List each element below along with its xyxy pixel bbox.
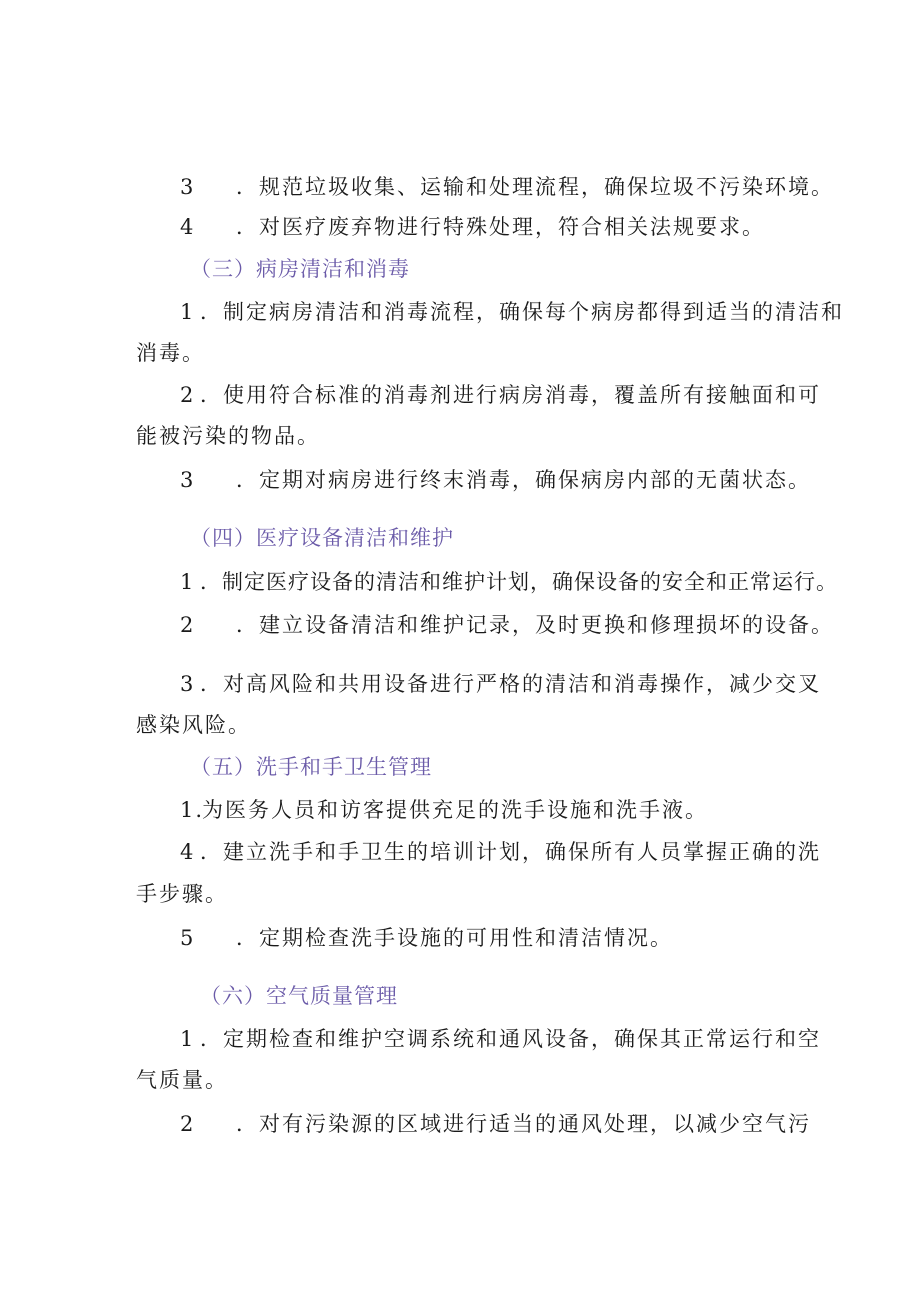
item-text: ．对高风险和共用设备进行严格的清洁和消毒操作，减少交叉 <box>200 672 821 696</box>
item-number: 1. <box>180 798 205 822</box>
item-text: ．定期检查洗手设施的可用性和清洁情况。 <box>236 926 673 950</box>
item-number: 2 <box>180 383 196 407</box>
item-number: 3 <box>180 672 196 696</box>
list-item <box>180 612 834 638</box>
item-number: 1 <box>180 300 196 324</box>
item-text: ．建立洗手和手卫生的培训计划，确保所有人员掌握正确的洗 <box>200 840 821 864</box>
item-number: 1 <box>180 570 195 594</box>
list-item <box>180 839 821 865</box>
item-text: ．制定医疗设备的清洁和维护计划，确保设备的安全和正常运行。 <box>200 570 838 594</box>
item-continuation: 手步骤。 <box>136 882 228 906</box>
item-number: 3 <box>180 468 196 492</box>
item-text: ．定期对病房进行终末消毒，确保病房内部的无菌状态。 <box>236 468 811 492</box>
list-item <box>180 1026 821 1052</box>
item-number: 4 <box>180 840 196 864</box>
section-heading: （五）洗手和手卫生管理 <box>190 755 432 779</box>
list-item <box>180 299 844 325</box>
list-item <box>180 174 834 200</box>
item-number: 2 <box>180 1112 196 1136</box>
list-item <box>180 1111 811 1137</box>
item-text: ．规范垃圾收集、运输和处理流程，确保垃圾不污染环境。 <box>236 175 834 199</box>
item-text: ．定期检查和维护空调系统和通风设备，确保其正常运行和空 <box>200 1027 821 1051</box>
item-continuation: 能被污染的物品。 <box>136 424 320 448</box>
list-item <box>180 671 821 697</box>
item-text: ．对有污染源的区域进行适当的通风处理，以减少空气污 <box>236 1112 811 1136</box>
item-number: 4 <box>180 215 196 239</box>
list-item <box>180 925 673 951</box>
list-item <box>180 382 821 408</box>
list-item <box>180 467 811 493</box>
section-heading: （三）病房清洁和消毒 <box>190 257 410 281</box>
item-continuation: 气质量。 <box>136 1068 228 1092</box>
section-heading: （六）空气质量管理 <box>200 984 398 1008</box>
list-item <box>180 797 708 823</box>
item-number: 5 <box>180 926 196 950</box>
item-text: ．使用符合标准的消毒剂进行病房消毒，覆盖所有接触面和可 <box>200 383 821 407</box>
item-number: 1 <box>180 1027 196 1051</box>
section-heading: （四）医疗设备清洁和维护 <box>190 526 454 550</box>
item-text: ．制定病房清洁和消毒流程，确保每个病房都得到适当的清洁和 <box>200 300 844 324</box>
item-continuation: 消毒。 <box>136 341 205 365</box>
list-item <box>180 569 838 595</box>
list-item <box>180 214 765 240</box>
item-number: 2 <box>180 613 196 637</box>
item-text: 为医务人员和访客提供充足的洗手设施和洗手液。 <box>202 798 708 822</box>
item-continuation: 感染风险。 <box>136 713 251 737</box>
item-text: ．建立设备清洁和维护记录，及时更换和修理损坏的设备。 <box>236 613 834 637</box>
item-text: ．对医疗废弃物进行特殊处理，符合相关法规要求。 <box>236 215 765 239</box>
item-number: 3 <box>180 175 196 199</box>
